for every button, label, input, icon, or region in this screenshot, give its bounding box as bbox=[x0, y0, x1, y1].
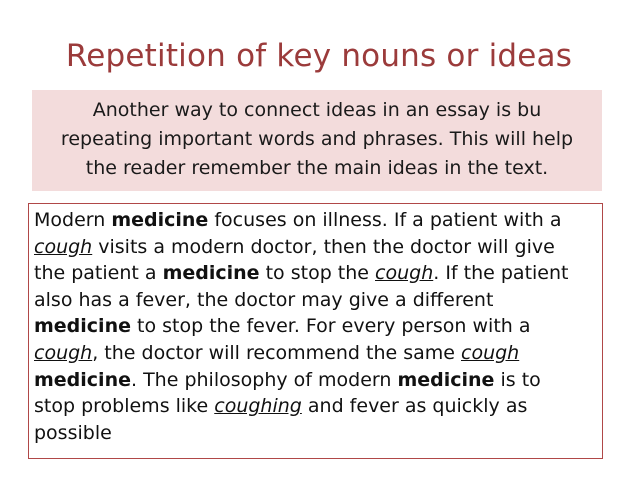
key-noun-bold: medicine bbox=[162, 262, 260, 285]
example-text: to stop the bbox=[259, 262, 376, 285]
example-line bbox=[34, 393, 602, 420]
example-text: is to bbox=[494, 368, 541, 391]
intro-line: the reader remember the main ideas in the text. bbox=[85, 157, 549, 179]
key-noun-underlined: cough bbox=[34, 341, 93, 364]
example-line bbox=[34, 367, 602, 394]
example-text: the patient a bbox=[34, 262, 163, 285]
example-line bbox=[34, 287, 602, 314]
example-text: visits a modern doctor, then the doctor will give bbox=[92, 235, 555, 258]
example-line bbox=[34, 313, 602, 340]
key-noun-underlined: cough bbox=[34, 235, 93, 258]
example-text: stop problems like bbox=[34, 395, 215, 418]
example-text: focuses on illness. If a patient with a bbox=[208, 209, 562, 231]
example-line bbox=[34, 207, 602, 234]
example-text: and fever as quickly as bbox=[301, 395, 528, 418]
key-noun-bold: medicine bbox=[111, 209, 209, 231]
key-noun-bold: medicine bbox=[397, 368, 495, 391]
example-text: Modern bbox=[34, 209, 112, 231]
intro-box bbox=[32, 90, 602, 191]
intro-line: Another way to connect ideas in an essay is bu bbox=[92, 99, 542, 121]
key-noun-bold: medicine bbox=[34, 368, 131, 391]
key-noun-underlined: cough bbox=[461, 341, 520, 364]
slide-title: Repetition of key nouns or ideas bbox=[65, 38, 573, 74]
key-noun-bold: medicine bbox=[34, 315, 131, 338]
example-text: possible bbox=[34, 421, 112, 444]
intro-line: repeating important words and phrases. This will help bbox=[60, 128, 574, 150]
example-line bbox=[34, 260, 602, 287]
example-line bbox=[34, 340, 602, 367]
key-noun-underlined: coughing bbox=[214, 395, 302, 418]
example-paragraph-box bbox=[28, 203, 603, 459]
example-line bbox=[34, 234, 602, 261]
example-text: . The philosophy of modern bbox=[131, 368, 398, 391]
example-text: . If the patient bbox=[433, 262, 569, 285]
example-text: to stop the fever. For every person with a bbox=[131, 315, 531, 338]
key-noun-underlined: cough bbox=[375, 262, 434, 285]
example-text: also has a fever, the doctor may give a different bbox=[34, 288, 494, 311]
example-line bbox=[34, 420, 602, 447]
example-text: , the doctor will recommend the same bbox=[92, 341, 461, 364]
